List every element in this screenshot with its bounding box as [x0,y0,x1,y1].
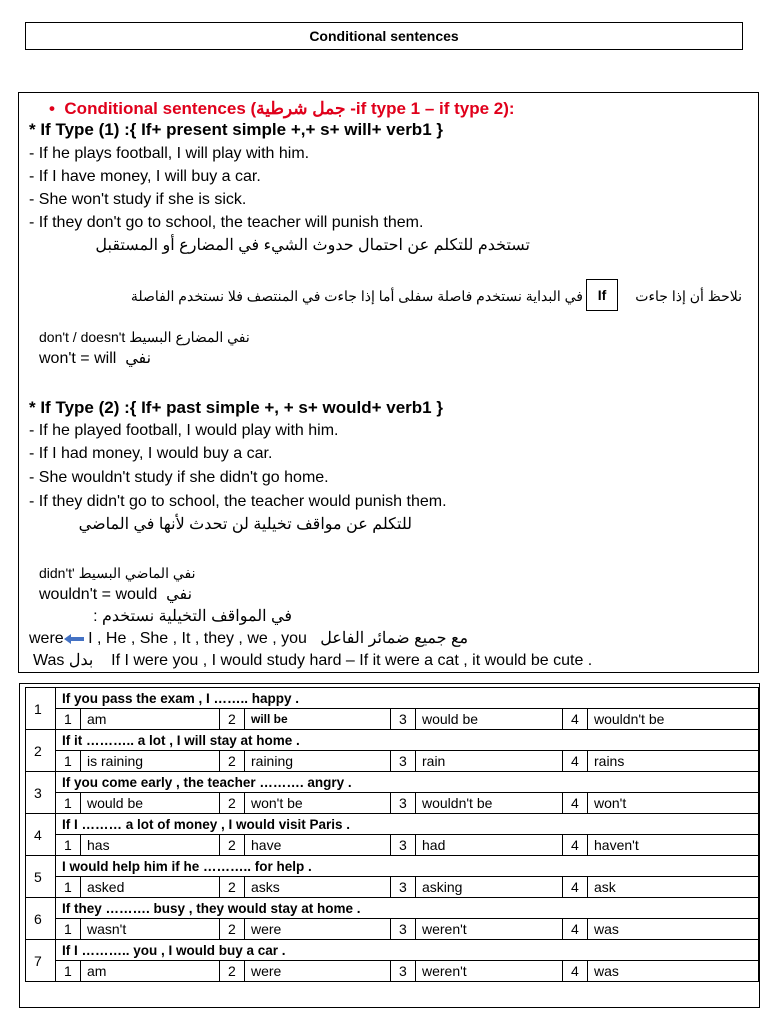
option-number: 2 [220,835,245,856]
type1-negation-simple: don't / doesn't نفي المضارع البسيط [39,329,250,345]
question-row [26,772,759,793]
type2-negation-simple: didn't' نفي الماضي البسيط [39,565,196,581]
option-number: 4 [563,877,588,898]
option-number: 3 [391,877,416,898]
answer-option[interactable]: were [245,961,391,982]
answer-option[interactable]: asks [245,877,391,898]
option-number: 3 [391,961,416,982]
option-number: 1 [56,835,81,856]
type2-example: - If they didn't go to school, the teacher would punish them. [29,493,447,510]
question-text: I would help him if he ……….. for help . [56,856,759,877]
type2-example: - If I had money, I would buy a car. [29,445,273,462]
quiz-box [19,683,760,1008]
answer-option[interactable]: won't be [245,793,391,814]
question-text: If they ………. busy , they would stay at home . [56,898,759,919]
type1-usage-arabic: تستخدم للتكلم عن احتمال حدوث الشيء في المضارع أو المستقبل [95,237,530,254]
question-number: 7 [26,940,56,982]
answer-option[interactable]: rain [416,751,563,772]
page-title: Conditional sentences [25,22,743,50]
option-number: 1 [56,919,81,940]
answer-option[interactable]: rains [588,751,759,772]
answer-option[interactable]: asked [81,877,220,898]
option-number: 1 [56,793,81,814]
option-number: 4 [563,751,588,772]
answer-option[interactable]: would be [81,793,220,814]
answer-option[interactable]: was [588,961,759,982]
options-row [26,793,759,814]
type1-example: - If they don't go to school, the teacher will punish them. [29,214,424,231]
question-number: 1 [26,688,56,730]
option-number: 1 [56,709,81,730]
option-number: 3 [391,793,416,814]
question-text: If I ……… a lot of money , I would visit Paris . [56,814,759,835]
answer-option[interactable]: haven't [588,835,759,856]
question-row [26,856,759,877]
option-number: 4 [563,961,588,982]
question-number: 5 [26,856,56,898]
imaginary-note-arabic: في المواقف التخيلية نستخدم : [93,608,292,625]
comma-note-left: في البداية نستخدم فاصلة سفلى أما إذا جاءت في المنتصف فلا نستخدم الفاصلة [130,288,583,304]
intro-heading: • Conditional sentences (جمل شرطية -if type 1 – if type 2): [49,99,515,118]
comma-note-right: نلاحظ أن إذا جاءت [635,288,742,304]
answer-option[interactable]: ask [588,877,759,898]
option-number: 2 [220,919,245,940]
option-number: 1 [56,751,81,772]
answer-option[interactable]: won't [588,793,759,814]
answer-option[interactable]: will be [245,709,391,730]
option-number: 3 [391,709,416,730]
type1-negation-will: won't = will نفي [39,350,152,367]
option-number: 4 [563,835,588,856]
answer-option[interactable]: weren't [416,919,563,940]
option-number: 3 [391,751,416,772]
option-number: 2 [220,793,245,814]
question-number: 3 [26,772,56,814]
question-text: If I ……….. you , I would buy a car . [56,940,759,961]
type2-usage-arabic: للتكلم عن مواقف تخيلية لن تحدث لأنها في الماضي [78,516,412,533]
options-row [26,919,759,940]
answer-option[interactable]: had [416,835,563,856]
options-row [26,709,759,730]
was-rule: Was بدل If I were you , I would study hard – If it were a cat , it would be cute . [33,652,593,669]
question-text: If it ……….. a lot , I will stay at home . [56,730,759,751]
answer-option[interactable]: were [245,919,391,940]
answer-option[interactable]: am [81,709,220,730]
option-number: 2 [220,877,245,898]
type2-example: - If he played football, I would play with him. [29,422,339,439]
option-number: 3 [391,919,416,940]
answer-option[interactable]: raining [245,751,391,772]
answer-option[interactable]: asking [416,877,563,898]
question-row [26,688,759,709]
explanation-box [18,92,759,673]
bullet-icon: • [49,99,65,118]
answer-option[interactable]: wouldn't be [416,793,563,814]
answer-option[interactable]: am [81,961,220,982]
answer-option[interactable]: wouldn't be [588,709,759,730]
question-number: 4 [26,814,56,856]
arrow-left-icon [64,634,84,644]
option-number: 1 [56,877,81,898]
option-number: 3 [391,835,416,856]
if-keyword-box: If [586,279,618,311]
question-row [26,898,759,919]
option-number: 2 [220,709,245,730]
option-number: 4 [563,919,588,940]
answer-option[interactable]: is raining [81,751,220,772]
options-row [26,751,759,772]
answer-option[interactable]: have [245,835,391,856]
option-number: 2 [220,961,245,982]
question-number: 2 [26,730,56,772]
question-row [26,814,759,835]
type1-heading: * If Type (1) :{ If+ present simple +,+ s+ will+ verb1 } [29,120,443,139]
type2-negation-would: wouldn't = would نفي [39,586,193,603]
type2-heading: * If Type (2) :{ If+ past simple +, + s+ would+ verb1 } [29,398,443,417]
quiz-table [25,687,759,982]
question-row [26,940,759,961]
option-number: 4 [563,793,588,814]
type1-example: - If he plays football, I will play with him. [29,145,310,162]
type1-example: - She won't study if she is sick. [29,191,247,208]
options-row [26,961,759,982]
question-text: If you come early , the teacher ………. angry . [56,772,759,793]
options-row [26,835,759,856]
question-text: If you pass the exam , I …….. happy . [56,688,759,709]
option-number: 4 [563,709,588,730]
were-rule: were I , He , She , It , they , we , you مع جميع ضمائر الفاعل [29,630,469,647]
option-number: 2 [220,751,245,772]
question-row [26,730,759,751]
answer-option[interactable]: would be [416,709,563,730]
type1-example: - If I have money, I will buy a car. [29,168,261,185]
type2-example: - She wouldn't study if she didn't go home. [29,469,329,486]
question-number: 6 [26,898,56,940]
answer-option[interactable]: has [81,835,220,856]
answer-option[interactable]: was [588,919,759,940]
answer-option[interactable]: wasn't [81,919,220,940]
answer-option[interactable]: weren't [416,961,563,982]
options-row [26,877,759,898]
option-number: 1 [56,961,81,982]
